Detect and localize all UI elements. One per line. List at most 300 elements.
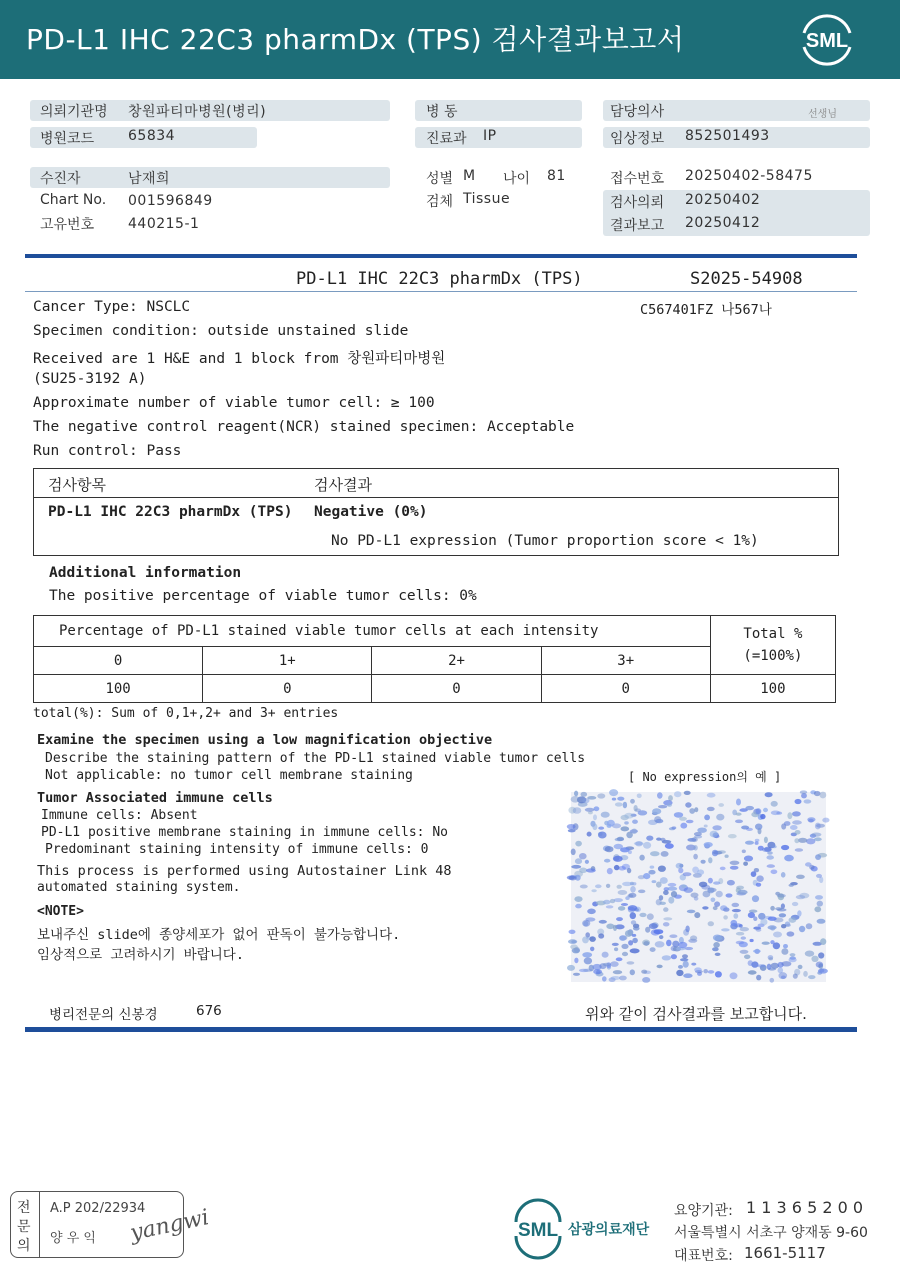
cell-nucleus [694, 967, 702, 972]
intensity-value: 100 [34, 675, 203, 703]
cell-nucleus [795, 799, 802, 804]
cell-nucleus [581, 792, 588, 797]
cell-nucleus [708, 970, 715, 974]
cell-nucleus [691, 963, 696, 966]
cell-nucleus [715, 971, 722, 977]
cell-nucleus [768, 917, 777, 921]
cell-nucleus [637, 794, 642, 799]
code-value: 1 1 3 6 5 2 0 0 [746, 1198, 864, 1217]
cell-nucleus [584, 957, 592, 964]
example-caption: [ No expression의 예 ] [628, 770, 782, 784]
cell-nucleus [634, 805, 638, 811]
note-line-2: 임상적으로 고려하시기 바랍니다. [37, 947, 244, 963]
immune-line-2: PD-L1 positive membrane staining in immune cells: No [41, 825, 448, 840]
result-item: PD-L1 IHC 22C3 pharmDx (TPS) [48, 504, 293, 520]
cell-nucleus [736, 932, 744, 936]
cell-nucleus [628, 893, 636, 898]
cell-nucleus [646, 836, 653, 841]
patient-row [30, 167, 390, 188]
cell-nucleus [753, 950, 761, 953]
cell-nucleus [750, 939, 754, 942]
doctor-label: 담당의사 [610, 104, 665, 120]
sex-label: 성별 [426, 171, 454, 187]
cell-nucleus [632, 938, 638, 943]
cell-nucleus [767, 964, 772, 970]
cell-nucleus [800, 790, 807, 794]
cell-nucleus [745, 841, 754, 845]
cell-nucleus [601, 812, 610, 818]
cell-nucleus [693, 854, 698, 860]
cell-nucleus [728, 834, 737, 838]
cell-nucleus [725, 855, 729, 858]
cell-nucleus [806, 838, 815, 844]
cell-nucleus [803, 971, 808, 977]
cell-nucleus [606, 905, 614, 908]
cell-nucleus [708, 857, 712, 863]
cell-nucleus [711, 898, 716, 903]
cell-nucleus [570, 945, 578, 950]
cell-nucleus [663, 890, 669, 895]
cell-nucleus [599, 920, 607, 924]
cell-nucleus [760, 919, 767, 926]
cell-nucleus [680, 958, 688, 961]
cell-nucleus [816, 962, 823, 968]
examine-line-2: Not applicable: no tumor cell membrane staining [45, 768, 413, 783]
cell-nucleus [733, 913, 738, 919]
cell-nucleus [815, 895, 823, 900]
intensity-header: Percentage of PD-L1 stained viable tumor cells at each intensity [34, 616, 711, 647]
cell-nucleus [752, 895, 759, 902]
cell-nucleus [746, 828, 753, 831]
cell-nucleus [593, 814, 597, 820]
cell-nucleus [704, 815, 710, 821]
cell-nucleus [704, 842, 713, 847]
cell-nucleus [573, 973, 580, 976]
cell-nucleus [779, 913, 786, 917]
intensity-level: 2+ [372, 647, 541, 675]
case-number: S2025-54908 [690, 269, 803, 289]
cell-nucleus [730, 861, 740, 865]
additional-text: The positive percentage of viable tumor cells: 0% [49, 588, 477, 604]
cell-nucleus [568, 939, 577, 944]
cell-nucleus [790, 953, 796, 956]
cell-nucleus [628, 940, 633, 945]
cell-nucleus [713, 942, 720, 948]
request-value: 20250402 [685, 192, 761, 208]
cell-nucleus [738, 890, 748, 895]
cell-nucleus [723, 915, 728, 919]
cell-nucleus [611, 976, 621, 980]
cell-nucleus [595, 884, 602, 888]
institution-label: 의뢰기관명 [40, 104, 108, 120]
cell-nucleus [598, 832, 607, 839]
institution-value: 창원파티마병원(병리) [128, 104, 267, 120]
cell-nucleus [730, 972, 738, 979]
cell-nucleus [689, 808, 695, 814]
cell-nucleus [663, 922, 670, 926]
cell-nucleus [816, 874, 822, 878]
age-value: 81 [547, 168, 566, 184]
cell-nucleus [804, 799, 812, 803]
receipt-value: 20250402-58475 [685, 168, 813, 184]
test-title: PD-L1 IHC 22C3 pharmDx (TPS) [296, 269, 583, 289]
cell-nucleus [631, 920, 636, 925]
cell-nucleus [571, 865, 581, 869]
cell-nucleus [820, 792, 827, 799]
cell-nucleus [735, 820, 743, 824]
cell-nucleus [792, 811, 801, 816]
cell-nucleus [618, 890, 628, 895]
stamp-char: 문 [17, 1219, 31, 1235]
cell-nucleus [748, 912, 755, 918]
cell-nucleus [591, 889, 596, 892]
cell-nucleus [649, 923, 658, 929]
cell-nucleus [623, 802, 627, 809]
intensity-value: 0 [203, 675, 372, 703]
report-date-value: 20250412 [685, 215, 761, 231]
note-line-1: 보내주신 slide에 종양세포가 없어 판독이 불가능합니다. [37, 927, 401, 943]
cell-nucleus [744, 955, 750, 960]
cell-nucleus [627, 868, 631, 873]
cell-nucleus [648, 870, 655, 875]
cell-nucleus [817, 919, 826, 924]
hospital-code-value: 65834 [128, 128, 176, 144]
cell-nucleus [740, 927, 749, 931]
cell-nucleus [732, 903, 740, 907]
cell-nucleus [703, 969, 708, 973]
sex-value: M [463, 168, 476, 184]
sml-logo-text: SML [805, 30, 849, 52]
cell-nucleus [718, 850, 726, 853]
cell-nucleus [630, 912, 636, 919]
cell-nucleus [784, 855, 794, 862]
cell-nucleus [756, 883, 761, 887]
signature [126, 1203, 212, 1257]
cell-nucleus [586, 868, 596, 872]
cell-nucleus [720, 867, 726, 871]
cell-nucleus [712, 947, 719, 951]
cell-nucleus [652, 808, 661, 814]
cell-nucleus [755, 824, 762, 830]
signature-text: yangwi [128, 1205, 212, 1247]
immune-line-1: Immune cells: Absent [41, 808, 198, 823]
cell-nucleus [587, 796, 596, 800]
cell-nucleus [687, 838, 696, 842]
cell-nucleus [715, 953, 721, 956]
cell-nucleus [655, 819, 663, 823]
cell-nucleus [771, 870, 778, 875]
report-line: (SU25-3192 A) [33, 371, 147, 387]
ward-label: 병 동 [426, 104, 458, 120]
cell-nucleus [630, 948, 640, 953]
cell-nucleus [716, 814, 724, 821]
cell-nucleus [633, 926, 640, 930]
cell-nucleus [612, 943, 619, 946]
cell-nucleus [792, 820, 802, 824]
cell-nucleus [574, 791, 578, 797]
cell-nucleus [575, 904, 582, 909]
cell-nucleus [628, 905, 638, 911]
stamp-char: 전 [17, 1200, 31, 1216]
cell-nucleus [683, 973, 692, 978]
chart-value: 001596849 [128, 193, 213, 209]
clinical-label: 임상정보 [610, 131, 665, 147]
request-label: 검사의뢰 [610, 195, 665, 211]
cell-nucleus [632, 820, 638, 824]
cell-nucleus [651, 929, 660, 935]
block-id: C567401FZ 나567나 [640, 302, 772, 318]
cell-nucleus [777, 894, 786, 898]
stamp-ap-number: A.P 202/22934 [50, 1201, 146, 1216]
cell-nucleus [745, 806, 754, 810]
sml-footer-logo-text: SML [517, 1220, 559, 1241]
cell-nucleus [638, 890, 645, 894]
cell-nucleus [569, 876, 577, 881]
cell-nucleus [672, 826, 677, 829]
cell-nucleus [751, 871, 757, 877]
cell-nucleus [718, 803, 724, 807]
report-line: Cancer Type: NSCLC [33, 299, 191, 315]
cell-nucleus [683, 961, 689, 968]
cell-nucleus [585, 860, 589, 864]
cell-nucleus [650, 947, 656, 952]
cell-nucleus [658, 805, 667, 808]
cell-nucleus [587, 909, 596, 915]
cell-nucleus [575, 841, 582, 847]
chart-label: Chart No. [40, 192, 107, 208]
cell-nucleus [567, 965, 575, 971]
sml-footer-logo [510, 1200, 566, 1256]
cell-nucleus [781, 845, 789, 850]
cell-nucleus [569, 930, 576, 934]
intensity-value: 0 [372, 675, 541, 703]
cell-nucleus [764, 837, 768, 843]
cell-nucleus [674, 791, 681, 797]
cell-nucleus [817, 901, 823, 907]
cell-nucleus [625, 896, 629, 900]
cell-nucleus [781, 903, 785, 908]
cell-nucleus [748, 960, 753, 966]
report-date-label: 결과보고 [610, 218, 665, 234]
cell-nucleus [582, 952, 592, 957]
cell-nucleus [642, 977, 650, 983]
cell-nucleus [606, 884, 610, 888]
cell-nucleus [669, 934, 677, 938]
cell-nucleus [787, 812, 792, 819]
cell-nucleus [602, 976, 607, 981]
clinical-value: 852501493 [685, 128, 770, 144]
cell-nucleus [624, 813, 634, 819]
cell-nucleus [818, 968, 828, 973]
cell-nucleus [610, 961, 619, 967]
cell-nucleus [630, 969, 635, 975]
cell-nucleus [607, 820, 615, 827]
cell-nucleus [713, 906, 718, 910]
cell-nucleus [699, 882, 707, 888]
total-header-2: (=100%) [743, 648, 803, 664]
result-value: Negative (0%) [314, 504, 428, 520]
cell-nucleus [574, 896, 582, 902]
cell-nucleus [683, 872, 692, 876]
cell-nucleus [674, 812, 683, 818]
cell-nucleus [616, 957, 623, 961]
cell-nucleus [765, 792, 773, 797]
cell-nucleus [616, 917, 623, 921]
total-header-1: Total % [743, 626, 803, 642]
cell-nucleus [771, 811, 780, 816]
cell-nucleus [618, 866, 626, 871]
cell-nucleus [815, 854, 821, 860]
cell-nucleus [680, 823, 687, 829]
cell-nucleus [815, 823, 821, 830]
cell-nucleus [727, 880, 735, 886]
cell-nucleus [667, 887, 677, 891]
cell-nucleus [668, 897, 674, 904]
cell-nucleus [781, 948, 788, 955]
cell-nucleus [781, 961, 791, 966]
age-label: 나이 [503, 171, 531, 187]
cell-nucleus [659, 895, 663, 900]
cell-nucleus [661, 851, 669, 857]
cell-nucleus [808, 975, 815, 979]
report-bottom-rule [25, 1027, 857, 1032]
cell-nucleus [807, 817, 815, 822]
cell-nucleus [818, 952, 824, 958]
cell-nucleus [762, 942, 770, 945]
cell-nucleus [613, 925, 617, 931]
cell-nucleus [603, 963, 611, 966]
cell-nucleus [766, 855, 774, 859]
cell-nucleus [567, 824, 576, 829]
cell-nucleus [681, 885, 686, 888]
cell-nucleus [627, 961, 635, 964]
cell-nucleus [757, 964, 765, 967]
report-title-rule [25, 291, 857, 292]
result-col-result: 검사결과 [314, 476, 372, 494]
cell-nucleus [635, 841, 643, 846]
cell-nucleus [691, 893, 699, 898]
cell-nucleus [805, 862, 812, 866]
cell-nucleus [593, 969, 602, 974]
cell-nucleus [671, 891, 677, 897]
cell-nucleus [652, 880, 657, 883]
cell-nucleus [744, 856, 753, 862]
cell-nucleus [755, 841, 759, 845]
cell-nucleus [571, 849, 576, 856]
cell-nucleus [666, 940, 672, 947]
cell-nucleus [605, 846, 614, 852]
cell-nucleus [639, 913, 646, 917]
cell-nucleus [781, 924, 786, 928]
cell-nucleus [624, 821, 629, 824]
hospital-code-label: 병원코드 [40, 131, 95, 147]
cell-nucleus [701, 860, 706, 864]
cell-nucleus [690, 935, 697, 940]
cell-nucleus [617, 797, 624, 801]
cell-nucleus [704, 825, 708, 828]
intensity-level: 1+ [203, 647, 372, 675]
cell-nucleus [702, 906, 708, 909]
cell-nucleus [798, 838, 807, 843]
cell-nucleus [779, 972, 788, 979]
cell-nucleus [736, 799, 741, 806]
cell-nucleus [799, 926, 805, 932]
cell-nucleus [625, 930, 632, 937]
cell-nucleus [732, 909, 741, 912]
cell-nucleus [770, 926, 775, 930]
cell-nucleus [686, 820, 694, 823]
cell-nucleus [609, 789, 618, 796]
cell-nucleus [794, 838, 799, 843]
cell-nucleus [615, 838, 624, 842]
cell-nucleus [777, 908, 787, 911]
cell-nucleus [767, 864, 775, 868]
cell-nucleus [703, 891, 711, 898]
phone-label: 대표번호: [674, 1248, 733, 1264]
cell-nucleus [795, 830, 801, 835]
total-header [710, 616, 835, 675]
cell-nucleus [687, 910, 696, 914]
cell-nucleus [603, 900, 611, 905]
immune-title: Tumor Associated immune cells [37, 790, 273, 806]
cell-nucleus [571, 796, 580, 803]
cell-nucleus [731, 920, 738, 926]
cell-nucleus [668, 883, 677, 887]
cell-nucleus [710, 831, 718, 838]
cell-nucleus [602, 952, 609, 958]
pathologist-name: 병리전문의 신봉경 [49, 1007, 158, 1023]
cell-nucleus [575, 858, 582, 864]
cell-nucleus [590, 947, 594, 952]
cell-nucleus [716, 891, 723, 898]
intensity-level: 3+ [541, 647, 710, 675]
cell-nucleus [657, 792, 663, 798]
report-title: PD-L1 IHC 22C3 pharmDx (TPS) 검사결과보고서 [26, 23, 685, 56]
cell-nucleus [678, 942, 687, 948]
cell-nucleus [805, 951, 814, 957]
cell-nucleus [615, 802, 623, 806]
cell-nucleus [811, 956, 818, 962]
cell-nucleus [662, 840, 672, 844]
id-value: 440215-1 [128, 216, 200, 232]
cell-nucleus [760, 814, 765, 819]
cell-nucleus [679, 817, 687, 821]
cell-nucleus [798, 965, 803, 969]
total-note: total(%): Sum of 0,1+,2+ and 3+ entries [33, 706, 339, 721]
cell-nucleus [630, 886, 636, 893]
cell-nucleus [814, 791, 821, 796]
cell-nucleus [739, 942, 748, 948]
cell-nucleus [772, 845, 777, 848]
cell-nucleus [617, 885, 622, 889]
cell-nucleus [643, 842, 651, 849]
cell-nucleus [622, 952, 628, 956]
id-label: 고유번호 [40, 217, 95, 233]
cell-nucleus [712, 850, 718, 857]
phone-value: 1661-5117 [744, 1244, 826, 1262]
cell-nucleus [587, 832, 592, 837]
cell-nucleus [773, 932, 782, 938]
cell-nucleus [682, 954, 688, 958]
cell-nucleus [662, 955, 671, 960]
cell-nucleus [656, 882, 662, 888]
cell-nucleus [647, 913, 654, 920]
cell-nucleus [663, 917, 672, 920]
cell-nucleus [676, 863, 683, 869]
cell-nucleus [650, 851, 660, 856]
cell-nucleus [756, 975, 761, 981]
cell-nucleus [638, 810, 648, 815]
